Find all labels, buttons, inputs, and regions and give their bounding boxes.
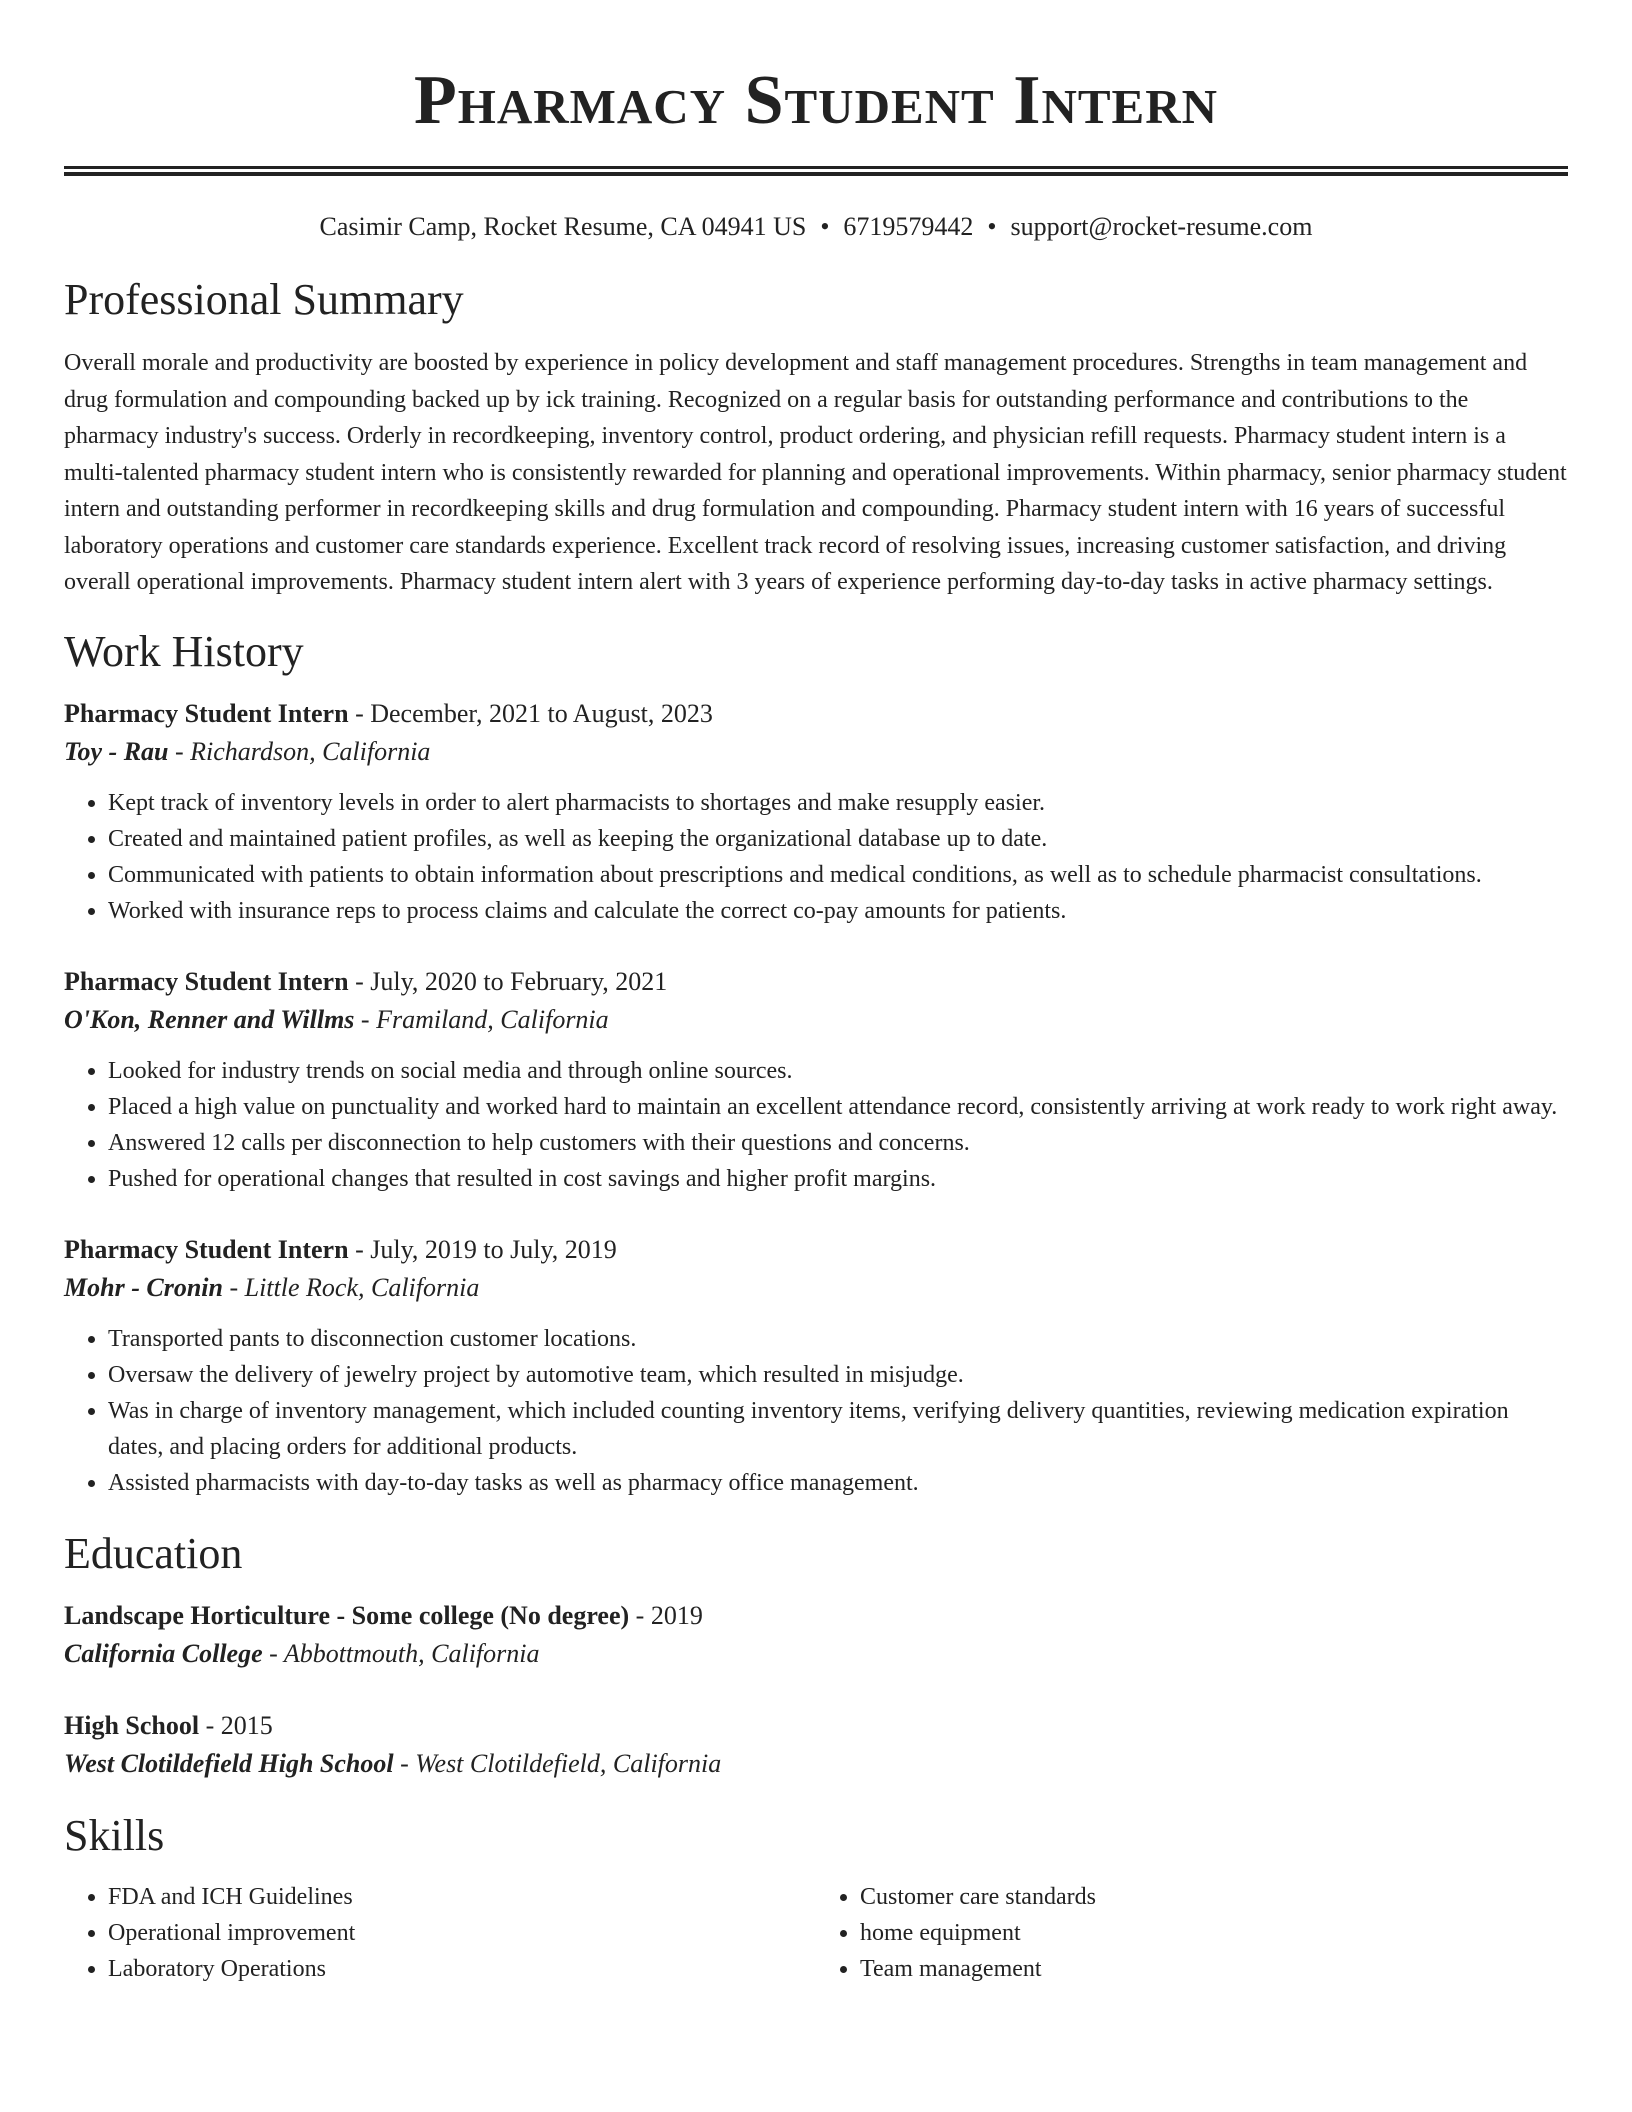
contact-email: support@rocket-resume.com [1010,212,1313,241]
degree-line [64,1707,1568,1745]
job-entry [64,963,1568,1197]
skill-item: • home equipment [860,1915,1568,1951]
skill-item: • FDA and ICH Guidelines [108,1879,816,1915]
skill-item: • Team management [860,1951,1568,1987]
job-bullet: • Placed a high value on punctuality and worked hard to maintain an excellent attendance record, consistently arriving at work ready to work right away. [108,1089,1568,1125]
job-entry [64,695,1568,929]
job-bullet: • Assisted pharmacists with day-to-day tasks as well as pharmacy office management. [108,1465,1568,1501]
job-dates: - July, 2020 to February, 2021 [348,966,668,996]
employer-name: Mohr - Cronin [64,1272,223,1302]
title-divider [64,166,1568,176]
job-bullet: • Transported pants to disconnection customer locations. [108,1321,1568,1357]
job-bullet: • Communicated with patients to obtain information about prescriptions and medical conditions, as well as to schedule pharmacist consultations. [108,857,1568,893]
job-title: Pharmacy Student Intern [64,966,349,996]
degree-year: - 2019 [629,1600,703,1630]
education-heading: Education [64,1528,243,1578]
work-history-heading: Work History [64,626,304,676]
degree-name: High School [64,1710,200,1740]
job-dates: - December, 2021 to August, 2023 [348,698,713,728]
school-name: West Clotildefield High School [64,1748,394,1778]
employer-location: - Little Rock, California [222,1272,480,1302]
degree-line [64,1597,1568,1635]
job-bullet: • Was in charge of inventory management, which included counting inventory items, verifying delivery quantities, reviewing medication expiration dates, and placing orders for additional products. [108,1393,1568,1465]
contact-phone: 6719579442 [843,212,974,241]
job-bullet: • Answered 12 calls per disconnection to help customers with their questions and concerns. [108,1125,1568,1161]
job-title-line [64,695,1568,733]
skill-item: • Laboratory Operations [108,1951,816,1987]
job-title: Pharmacy Student Intern [64,698,349,728]
employer-location: - Richardson, California [168,736,431,766]
skill-item: • Operational improvement [108,1915,816,1951]
job-bullet: • Looked for industry trends on social media and through online sources. [108,1053,1568,1089]
job-title-line [64,963,1568,1001]
education-entry [64,1597,1568,1673]
job-bullets [64,785,1568,929]
job-bullet: • Oversaw the delivery of jewelry project by automotive team, which resulted in misjudge. [108,1357,1568,1393]
employer-line [64,733,1568,771]
skill-item: • Customer care standards [860,1879,1568,1915]
education-entry [64,1707,1568,1783]
resume-title: Pharmacy Student Intern [414,62,1218,139]
employer-name: O'Kon, Renner and Willms [64,1004,355,1034]
employer-line [64,1001,1568,1039]
job-title-line [64,1231,1568,1269]
school-location: - Abbottmouth, California [262,1638,540,1668]
skills-list [64,1879,1568,1987]
job-title: Pharmacy Student Intern [64,1234,349,1264]
skills-heading: Skills [64,1810,165,1860]
skills-column-left [64,1879,816,1987]
contact-separator: • [987,212,997,241]
job-dates: - July, 2019 to July, 2019 [348,1234,617,1264]
job-bullet: • Pushed for operational changes that resulted in cost savings and higher profit margins. [108,1161,1568,1197]
school-name: California College [64,1638,263,1668]
degree-year: - 2015 [199,1710,273,1740]
job-bullet: • Worked with insurance reps to process claims and calculate the correct co-pay amounts for patients. [108,893,1568,929]
employer-location: - Framiland, California [354,1004,609,1034]
school-line [64,1745,1568,1783]
school-line [64,1635,1568,1673]
contact-separator: • [820,212,830,241]
job-bullets [64,1321,1568,1501]
summary-heading: Professional Summary [64,275,464,324]
degree-name: Landscape Horticulture - Some college (No degree) [64,1600,630,1630]
employer-name: Toy - Rau [64,736,169,766]
summary-text: Overall morale and productivity are boosted by experience in policy development and staff management procedures. Strengths in team management and drug formulation and compounding backed up by ick training. Recognized on a regular basis for outstanding performance and contributions to the pharmacy industry's success. Orderly in recordkeeping, inventory control, product ordering, and physician refill requests. Pharmacy student intern is a multi-talented pharmacy student intern who is consistently rewarded for planning and operational improvements. Within pharmacy, senior pharmacy student intern and outstanding performer in recordkeeping skills and drug formulation and compounding. Pharmacy student intern with 16 years of successful laboratory operations and customer care standards experience. Excellent track record of resolving issues, increasing customer satisfaction, and driving overall operational improvements. Pharmacy student intern alert with 3 years of experience performing day-to-day tasks in active pharmacy settings. [64,350,1567,595]
employer-line [64,1269,1568,1307]
contact-address: Casimir Camp, Rocket Resume, CA 04941 US [319,212,807,241]
job-bullet: • Kept track of inventory levels in order to alert pharmacists to shortages and make resupply easier. [108,785,1568,821]
job-bullet: • Created and maintained patient profiles, as well as keeping the organizational database up to date. [108,821,1568,857]
job-entry [64,1231,1568,1501]
school-location: - West Clotildefield, California [393,1748,722,1778]
contact-line [64,211,1568,243]
job-bullets [64,1053,1568,1197]
skills-column-right [816,1879,1568,1987]
